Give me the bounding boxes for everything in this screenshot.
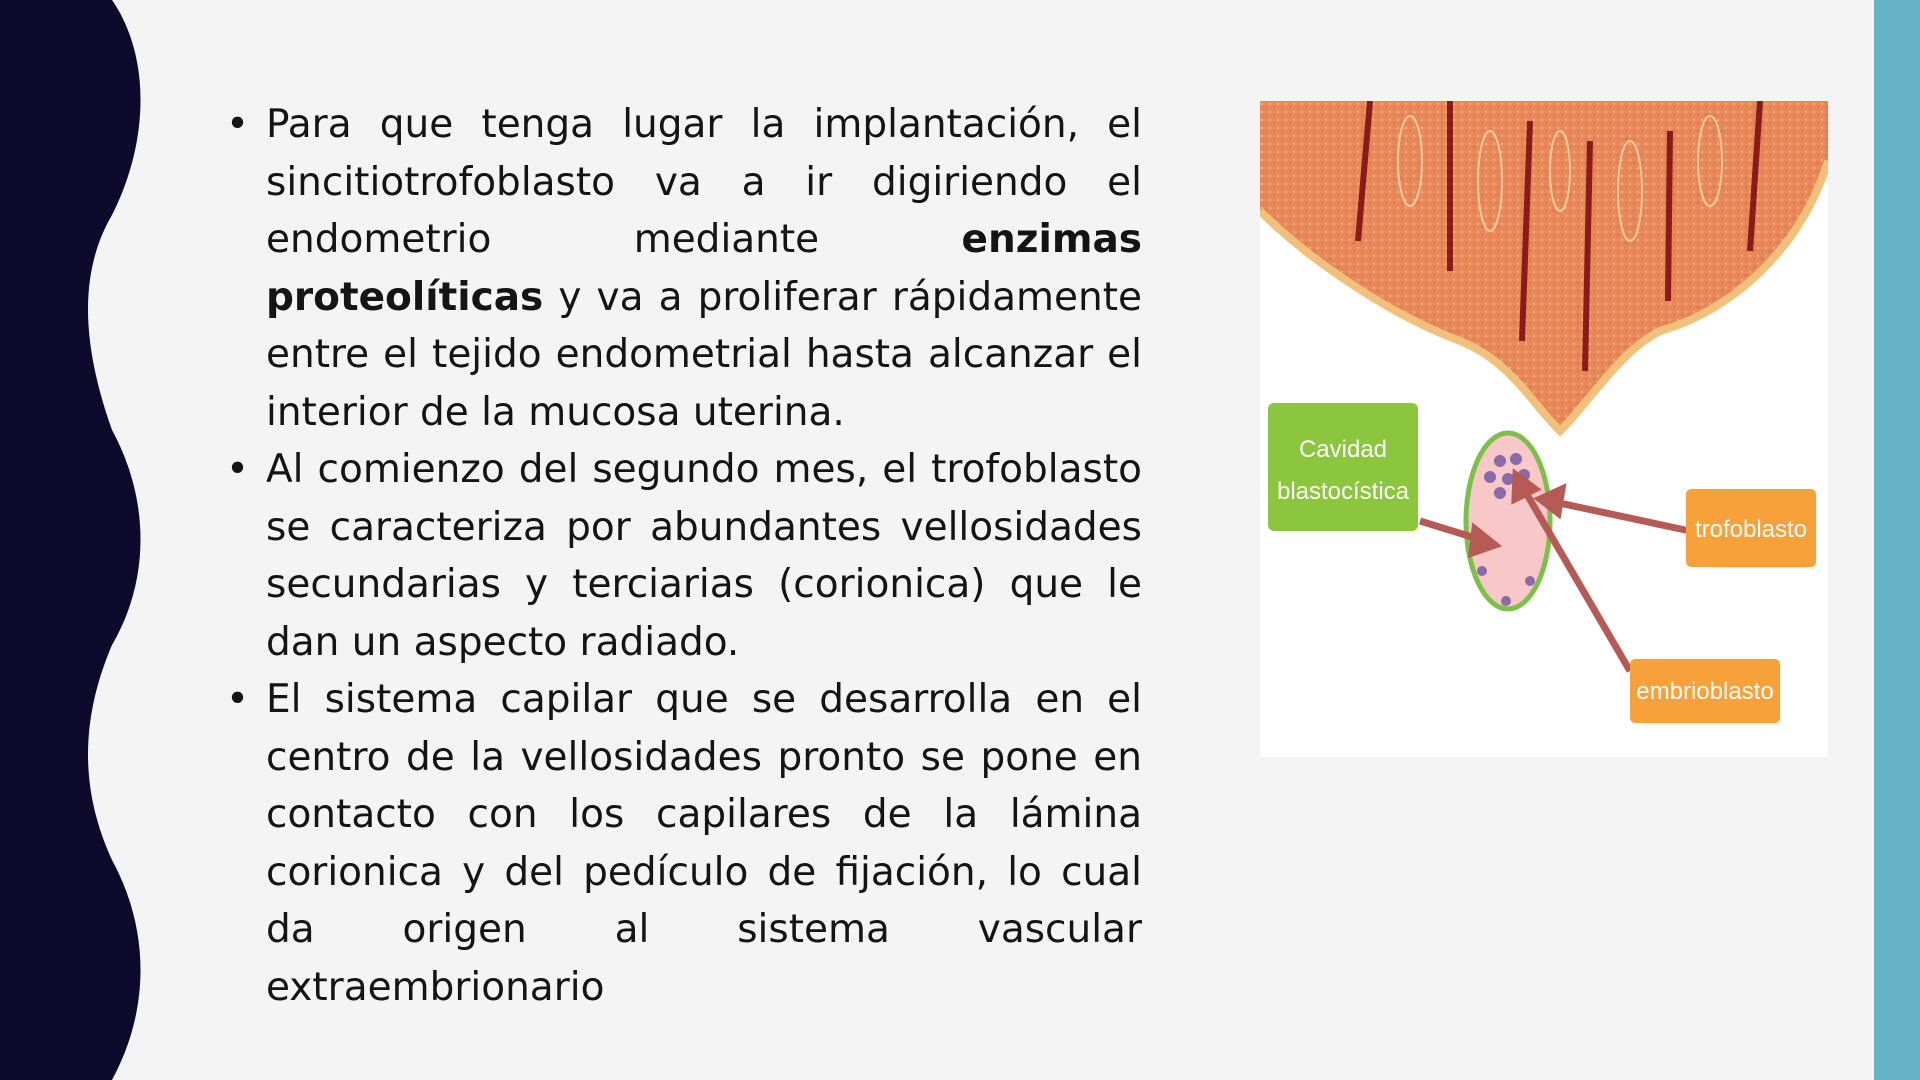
cavity-label-line2: blastocística — [1276, 478, 1410, 505]
slide-body — [224, 96, 1142, 1016]
implantation-diagram — [1260, 101, 1828, 757]
bullet-item — [266, 441, 1142, 671]
bullet-item — [266, 671, 1142, 1016]
cavity-label-box — [1268, 403, 1418, 531]
bullet-text: Para que tenga lugar la implantación, el sincitiotrofoblasto va a ir digiriendo el endometrio mediante — [266, 102, 1142, 262]
embryoblast-label: embrioblasto — [1636, 678, 1774, 705]
implantation-figure — [1260, 101, 1828, 757]
bullet-text: Al comienzo del segundo mes, el trofoblasto se caracteriza por abundantes vellosidades secundarias y terciarias (corionica) que le dan un aspecto radiado. — [266, 447, 1142, 665]
bullet-item — [266, 96, 1142, 441]
trophoblast-label: trofoblasto — [1694, 516, 1808, 543]
right-accent-bar — [1874, 0, 1920, 1080]
cavity-label-line1: Cavidad — [1298, 436, 1388, 463]
arrows — [1420, 475, 1690, 671]
bullet-text: y va a proliferar rápidamente entre el tejido endometrial hasta alcanzar el interior de la mucosa uterina. — [266, 274, 1142, 435]
bullet-bold-text: enzimas proteolíticas — [266, 217, 1142, 320]
blastocyst — [1466, 433, 1550, 609]
endometrium-tissue — [1260, 101, 1828, 431]
bullet-text: El sistema capilar que se desarrolla en el centro de la vellosidades pronto se pone en contacto con los capilares de la lámina corionica y del pedículo de fijación, lo cual da origen al sistema vascular extraembrionario — [266, 677, 1142, 1010]
bullet-list — [224, 96, 1142, 1016]
left-wave-band — [0, 0, 150, 1080]
